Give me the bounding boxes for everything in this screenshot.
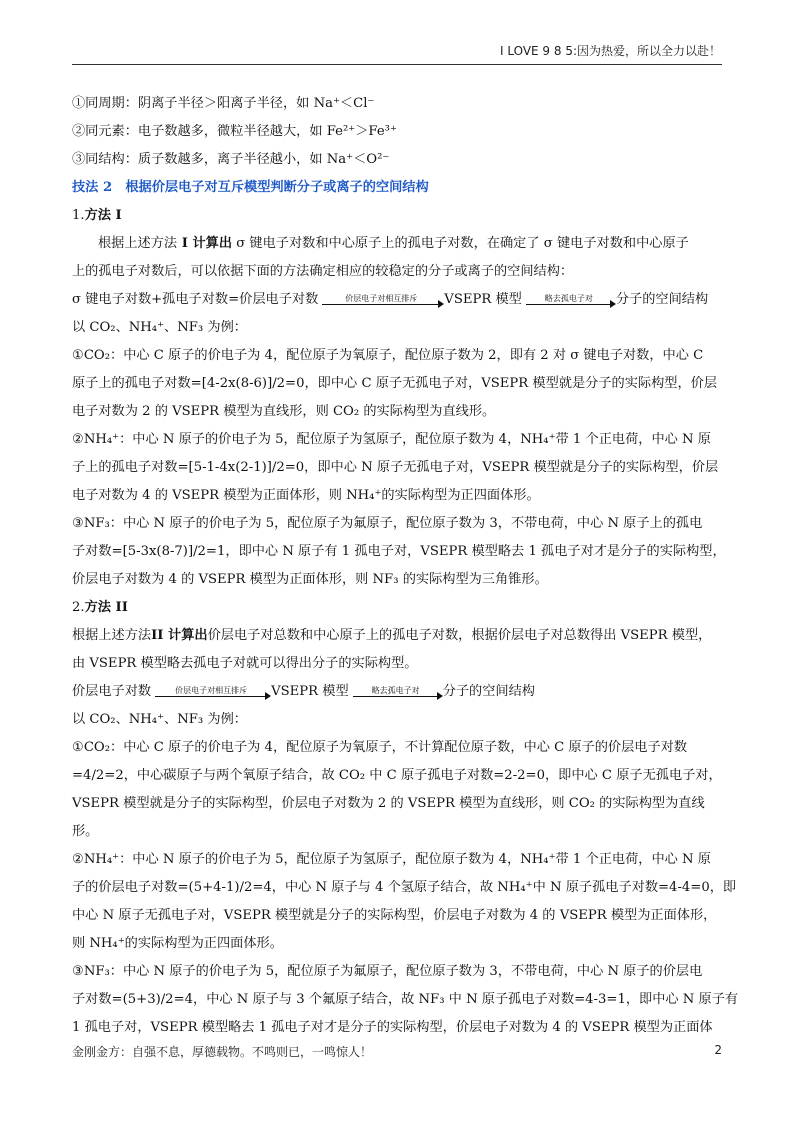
header-divider [72,64,722,65]
m1-co2-line: 电子对数为 2 的 VSEPR 模型为直线形，则 CO₂ 的实际构型为直线形。 [72,404,496,419]
m2-nf3-line: ③NF₃：中心 N 原子的价电子为 5，配位原子为氟原子，配位原子数为 3，不带电荷，中心 N 原子的价层电 [72,964,703,979]
m1-nh4-line: ②NH₄⁺：中心 N 原子的价电子为 5，配位原子为氢原子，配位原子数为 4，NH₄⁺带 1 个正电荷，中心 N 原 [72,432,711,447]
text-span: σ 键电子对数和中心原子上的孤电子对数，在确定了 σ 键电子对数和中心原子 [232,236,689,251]
text-span: 根据上述方法 [98,236,178,251]
rule-same-period: ①同周期：阴离子半径＞阳离子半径，如 Na⁺＜Cl⁻ [72,96,375,111]
method-1-intro-line-1 [72,230,724,258]
m1-nh4-line: 子上的孤电子对数=[5-1-4x(2-1)]/2=0，即中心 N 原子无孤电子对，VSEPR 模型就是分子的实际构型，价层 [72,460,719,475]
method-2-intro-line-2: 由 VSEPR 模型略去孤电子对就可以得出分子的实际构型。 [72,656,418,671]
method-2-title: 方法 II [84,600,128,615]
flow-start: 价层电子对数 [72,684,152,699]
m2-nh4-line: ②NH₄⁺：中心 N 原子的价电子为 5，配位原子为氢原子，配位原子数为 4，NH₄⁺带 1 个正电荷，中心 N 原 [72,852,711,867]
rule-same-element: ②同元素：电子数越多，微粒半径越大，如 Fe²⁺＞Fe³⁺ [72,124,397,139]
footer-motto: 金刚金方：自强不息，厚德载物。不鸣则已，一鸣惊人！ [72,1045,373,1059]
method-1-number: 1. [72,208,85,223]
page-header: I LOVE 9 8 5:因为热爱，所以全力以赴！ [499,44,721,58]
m1-co2-line: ①CO₂：中心 C 原子的价电子为 4，配位原子为氧原子，配位原子数为 2，即有 2 对 σ 键电子对数，中心 C [72,348,704,363]
flow-mid: VSEPR 模型 [444,292,522,307]
method-1-heading [72,202,724,230]
page-footer [72,1043,722,1060]
method-2-number: 2. [72,600,85,615]
flow-mid: VSEPR 模型 [271,684,349,699]
flow-arrow-label: 价层电子对相互排斥 [345,294,418,303]
flow-arrow [322,294,440,305]
flow-end: 分子的空间结构 [615,292,709,307]
flow-arrow-label: 价层电子对相互排斥 [175,686,248,695]
m2-nh4-line: 则 NH₄⁺的实际构型为正四面体形。 [72,936,283,951]
flow-start: σ 键电子对数+孤电子对数=价层电子对数 [72,292,319,307]
text-span-bold: I 计算出 [177,236,233,251]
m2-co2-line: ①CO₂：中心 C 原子的价电子为 4，配位原子为氧原子，不计算配位原子数，中心 C 原子的价层电子对数 [72,740,688,755]
m2-nh4-line: 子的价层电子对数=(5+4-1)/2=4，中心 N 原子与 4 个氢原子结合，故 NH₄⁺中 N 原子孤电子对数=4-4=0，即 [72,880,737,895]
m1-nh4-line: 电子对数为 4 的 VSEPR 模型为正面体形，则 NH₄⁺的实际构型为正四面体形。 [72,488,540,503]
text-span: 根据上述方法 [72,628,152,643]
m2-co2-line: VSEPR 模型就是分子的实际构型，价层电子对数为 2 的 VSEPR 模型为直线形，则 CO₂ 的实际构型为直线 [72,796,705,811]
document-body [72,90,739,1042]
method-2-intro-line-1 [72,622,724,650]
method-2-heading [72,594,724,622]
m2-co2-line: =4/2=2，中心碳原子与两个氧原子结合，故 CO₂ 中 C 原子孤电子对数=2-2=0，即中心 C 原子无孤电子对， [72,768,722,783]
m1-nf3-line: 价层电子对数为 4 的 VSEPR 模型为正面体形，则 NF₃ 的实际构型为三角锥形。 [72,572,548,587]
flow-end: 分子的空间结构 [442,684,535,699]
flow-arrow-label: 略去孤电子对 [544,294,593,303]
method-1-flow [72,286,724,314]
m2-co2-line: 形。 [72,824,99,839]
method-1-example-intro: 以 CO₂、NH₄⁺、NF₃ 为例： [72,320,247,335]
m1-nf3-line: ③NF₃：中心 N 原子的价电子为 5，配位原子为氟原子，配位原子数为 3，不带电荷，中心 N 原子上的孤电 [72,516,703,531]
flow-arrow-label: 略去孤电子对 [371,686,420,695]
m2-nf3-line: 1 孤电子对，VSEPR 模型略去 1 孤电子对才是分子的实际构型，价层电子对数为 4 的 VSEPR 模型为正面体 [72,1020,713,1035]
method-1-intro-line-2: 上的孤电子对数后，可以依据下面的方法确定相应的较稳定的分子或离子的空间结构： [72,264,574,279]
m1-nf3-line: 子对数=[5-3x(8-7)]/2=1，即中心 N 原子有 1 孤电子对，VSEPR 模型略去 1 孤电子对才是分子的实际构型， [72,544,726,559]
flow-arrow [526,294,612,305]
method-2-example-intro: 以 CO₂、NH₄⁺、NF₃ 为例： [72,712,247,727]
section-title: 技法 2 根据价层电子对互斥模型判断分子或离子的空间结构 [72,180,429,195]
page-number: 2 [714,1043,722,1057]
text-span-bold: II 计算出 [151,628,208,643]
method-1-title: 方法 I [84,208,122,223]
m2-nh4-line: 中心 N 原子无孤电子对，VSEPR 模型就是分子的实际构型，价层电子对数为 4 的 VSEPR 模型为正面体形， [72,908,717,923]
text-span: 价层电子对总数和中心原子上的孤电子对数，根据价层电子对总数得出 VSEPR 模型， [207,628,712,643]
m2-nf3-line: 子对数=(5+3)/2=4，中心 N 原子与 3 个氟原子结合，故 NF₃ 中 N 原子孤电子对数=4-3=1，即中心 N 原子有 [72,992,739,1007]
rule-same-structure: ③同结构：质子数越多，离子半径越小，如 Na⁺＜O²⁻ [72,152,390,167]
flow-arrow [353,686,439,697]
flow-arrow [155,686,267,697]
m1-co2-line: 原子上的孤电子对数=[4-2x(8-6)]/2=0，即中心 C 原子无孤电子对，VSEPR 模型就是分子的实际构型，价层 [72,376,718,391]
method-2-flow [72,678,724,706]
